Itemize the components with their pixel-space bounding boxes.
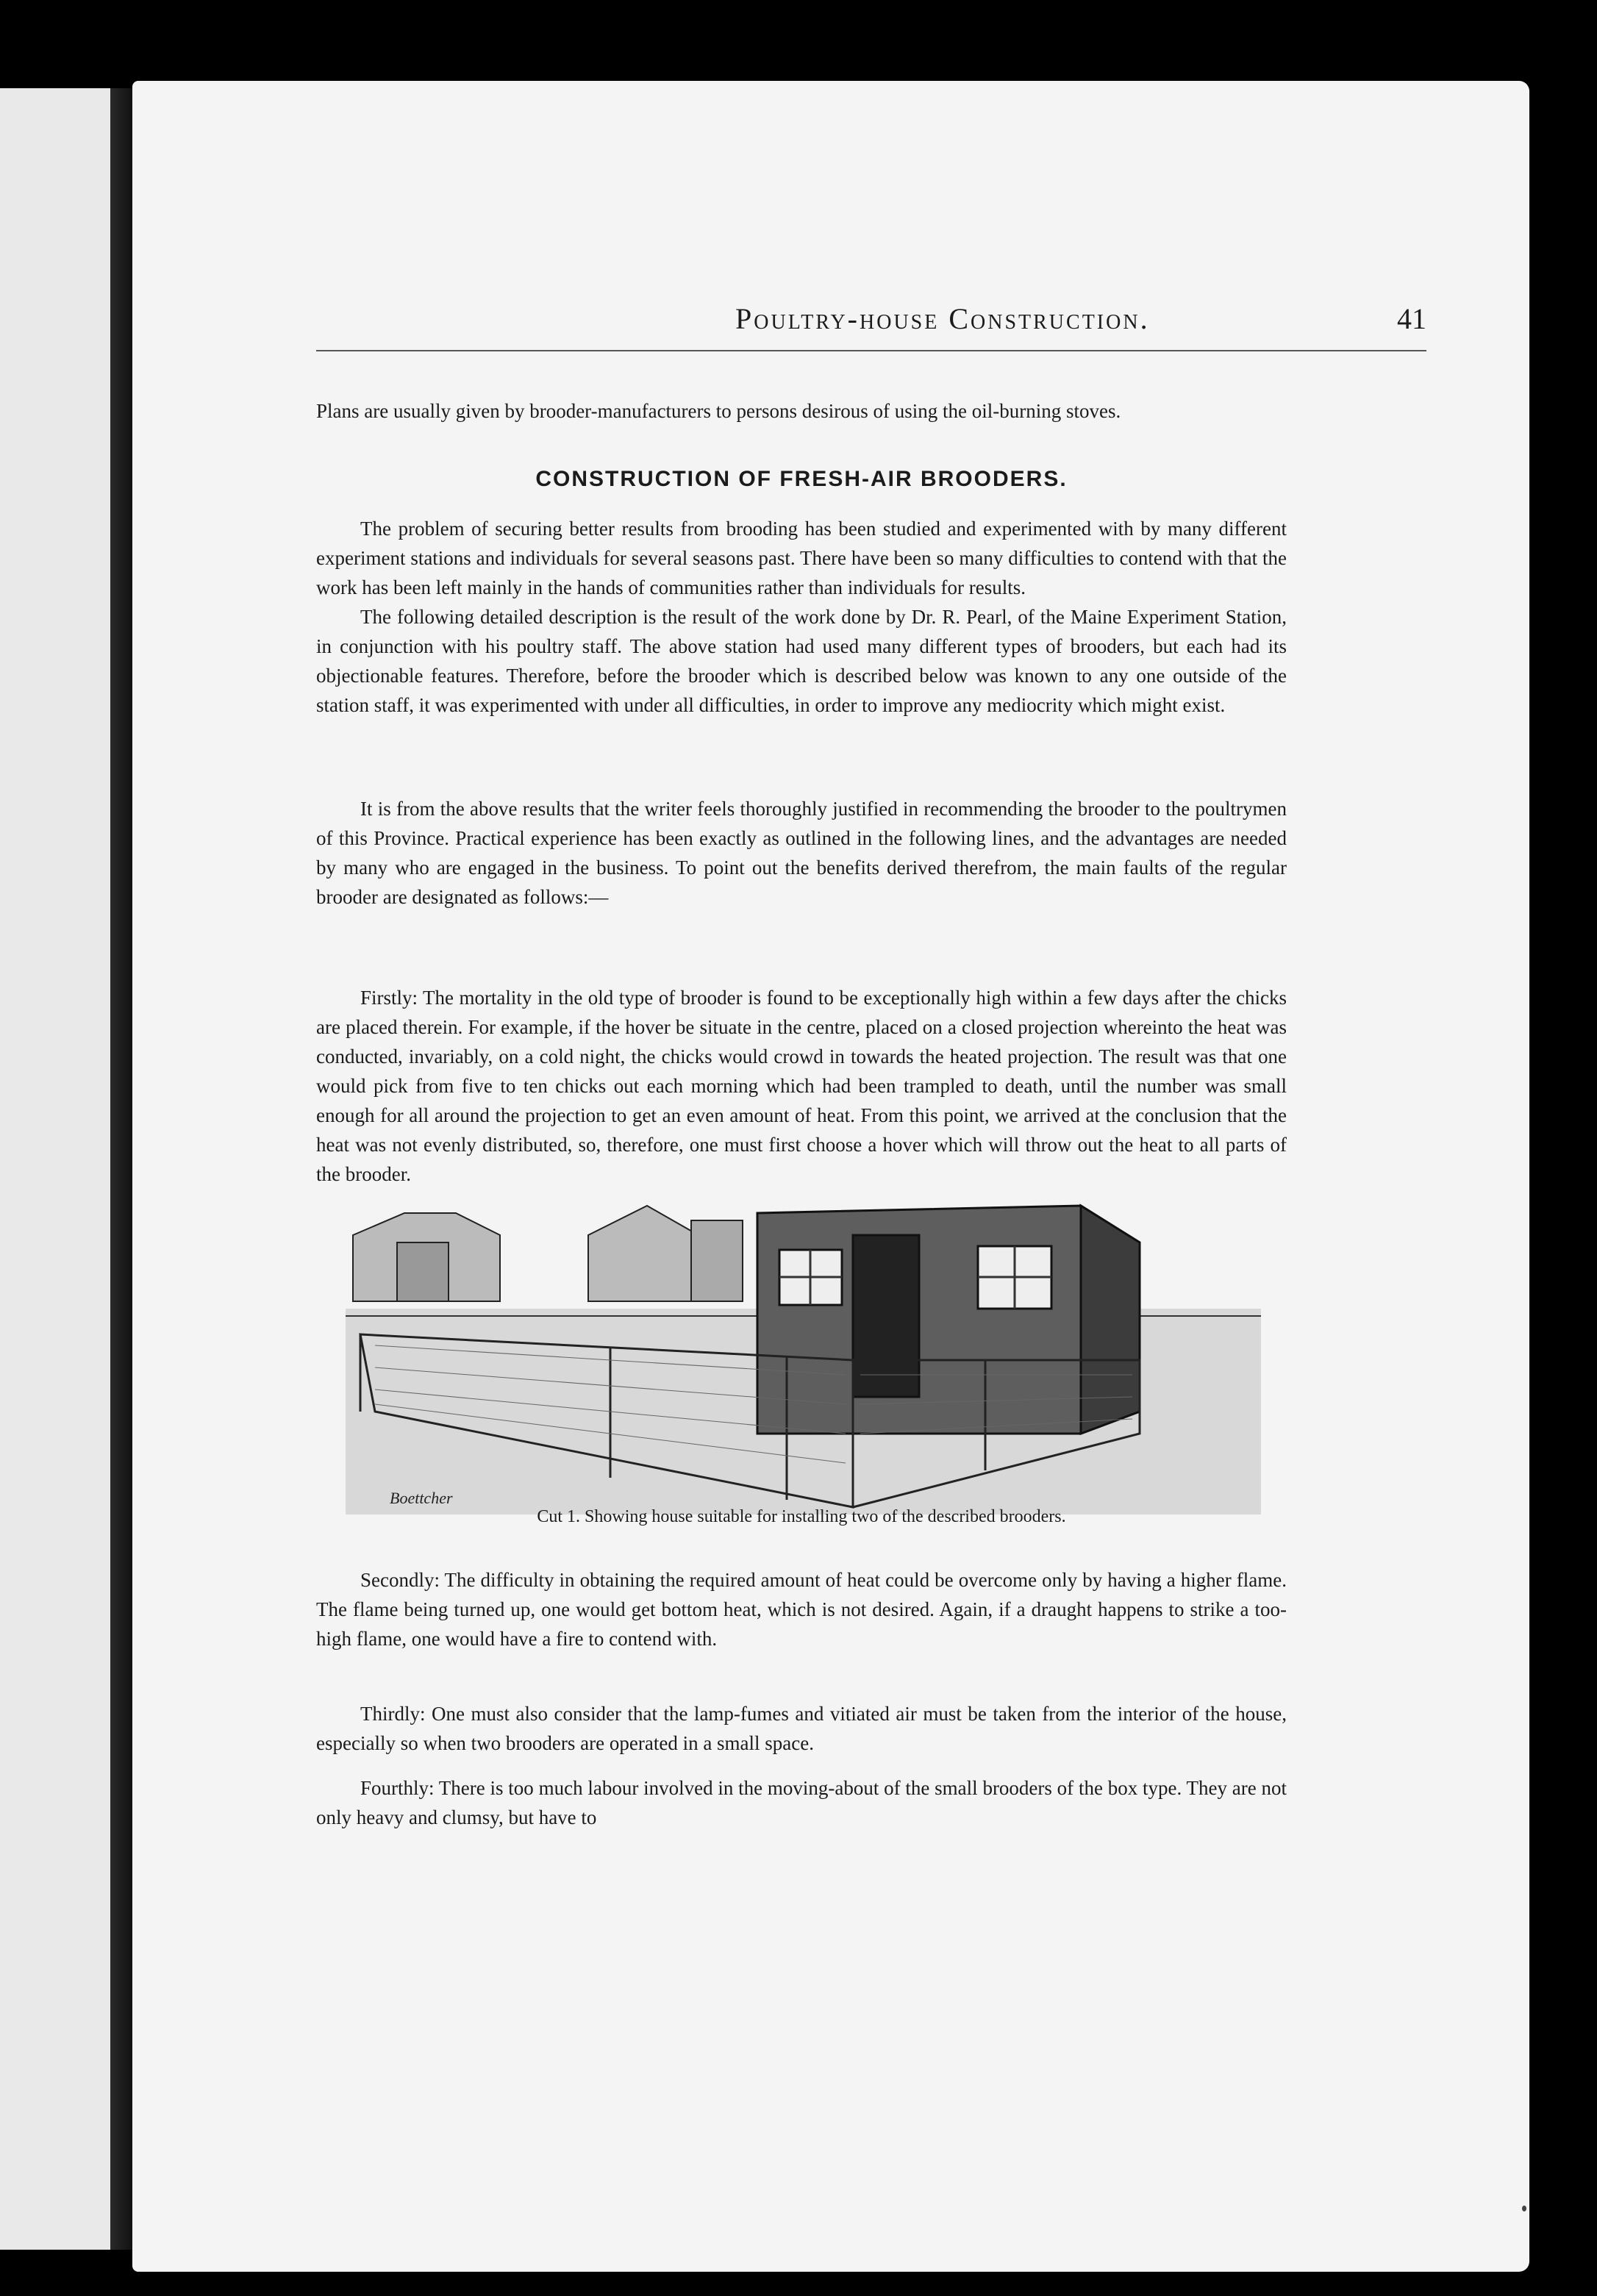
page-gutter-shadow [110, 88, 132, 2250]
header-rule [316, 350, 1426, 351]
page-header [316, 301, 1426, 346]
page-mark [1522, 2206, 1526, 2211]
paragraph-2: The following detailed description is the result of the work done by Dr. R. Pearl, of the Maine Experiment Station, in conjunction with his poultry staff. The above station had used many different types of brooders, but each had its objectionable features. Therefore, before the brooder which is described below was known to any one outside of the station staff, it was experimented with under all difficulties, in order to improve any mediocrity which might exist. [316, 606, 1287, 716]
previous-page-edge [0, 88, 110, 2250]
intro-paragraph: Plans are usually given by brooder-manufacturers to persons desirous of using the oil-burning stoves. [316, 400, 1121, 422]
book-page [132, 81, 1529, 2272]
running-head: Poultry-house Construction. [735, 302, 1150, 335]
paragraph-5: Secondly: The difficulty in obtaining the required amount of heat could be overcome only by having a higher flame. The flame being turned up, one would get bottom heat, which is not desired. Again, if a draught happens to strike a too-high flame, one would have a fire to contend with. [316, 1569, 1287, 1650]
paragraph-7: Fourthly: There is too much labour involved in the moving-about of the small brooders of the box type. They are not only heavy and clumsy, but have to [316, 1777, 1287, 1828]
paragraph-4: Firstly: The mortality in the old type of brooder is found to be exceptionally high within a few days after the chicks are placed therein. For example, if the hover be situate in the centre, placed on a closed projection whereinto the heat was conducted, invariably, on a cold night, the chicks would crowd in towards the heated projection. The result was that one would pick from five to ten chicks out each morning which had been trampled to death, until the number was small enough for all around the projection to get an even amount of heat. From this point, we arrived at the conclusion that the heat was not evenly distributed, so, therefore, one must first choose a hover which will throw out the heat to all parts of the brooder. [316, 987, 1287, 1185]
page-number: 41 [1397, 302, 1426, 335]
figure [346, 1316, 1261, 1522]
brooder-house-illustration [346, 1191, 1261, 1514]
paragraph-3: It is from the above results that the writer feels thoroughly justified in recommending the brooder to the poultrymen of this Province. Practical experience has been exactly as outlined in the following lines, and the advantages are needed by many who are engaged in the business. To point out the benefits derived therefrom, the main faults of the regular brooder are designated as follows:— [316, 798, 1287, 908]
paragraph-1: The problem of securing better results from brooding has been studied and experimented with by many different experiment stations and individuals for several seasons past. There have been so many difficulties to contend with that the work has been left mainly in the hands of communities rather than individuals for results. [316, 518, 1287, 598]
figure-caption: Cut 1. Showing house suitable for installing two of the described brooders. [537, 1507, 1066, 1526]
paragraph-6: Thirdly: One must also consider that the lamp-fumes and vitiated air must be taken from the interior of the house, especially so when two brooders are operated in a small space. [316, 1703, 1287, 1754]
section-heading: CONSTRUCTION OF FRESH-AIR BROODERS. [535, 466, 1068, 491]
illustration-signature: Boettcher [390, 1489, 453, 1507]
